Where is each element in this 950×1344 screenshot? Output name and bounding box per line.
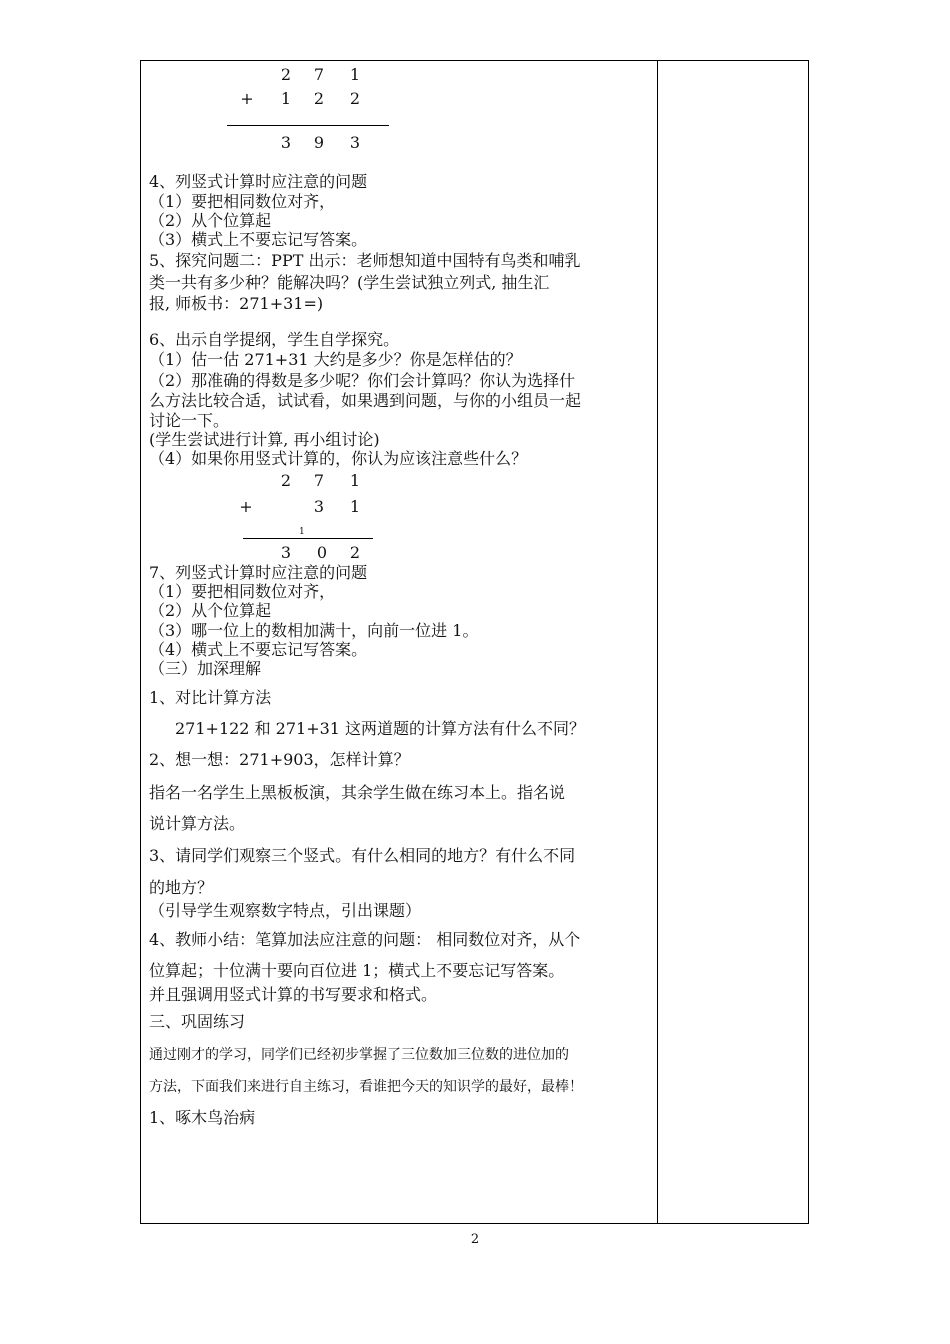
section-heading: 三、巩固练习 (149, 1012, 246, 1031)
calc2-plus-sign: + (239, 497, 253, 516)
calc1-row1-tens: 7 (313, 65, 325, 84)
text-line: 4、教师小结：笔算加法应注意的问题： 相同数位对齐，从个 (149, 930, 581, 949)
text-line: （3）哪一位上的数相加满十，向前一位进 1。 (149, 621, 479, 640)
lesson-content-cell (149, 61, 654, 1223)
text-line: （1）要把相同数位对齐， (149, 582, 336, 601)
text-line: 并且强调用竖式计算的书写要求和格式。 (149, 985, 438, 1004)
calc2-result-ones: 2 (349, 543, 361, 562)
calc1-result-tens: 9 (313, 133, 325, 152)
text-line: （1）估一估 271+31 大约是多少？你是怎样估的？ (149, 350, 522, 369)
calc1-row1-hundreds: 2 (280, 65, 292, 84)
calc1-row2-ones: 2 (349, 89, 361, 108)
calc1-row2-tens: 2 (313, 89, 325, 108)
calc1-result-ones: 3 (349, 133, 361, 152)
text-line: 么方法比较合适，试试看，如果遇到问题，与你的小组员一起 (149, 391, 582, 410)
text-line: (学生尝试进行计算, 再小组讨论) (149, 430, 380, 449)
page-number: 2 (470, 1232, 480, 1247)
calc1-row1-ones: 1 (349, 65, 361, 84)
text-line: 7、列竖式计算时应注意的问题 (149, 563, 368, 582)
text-line: 6、出示自学提纲，学生自学探究。 (149, 330, 400, 349)
lesson-table (140, 60, 809, 1224)
text-line: 通过刚才的学习，同学们已经初步掌握了三位数加三位数的进位加的 (149, 1047, 569, 1063)
text-line: 1、啄木鸟治病 (149, 1108, 256, 1127)
text-line: 3、请同学们观察三个竖式。有什么相同的地方？有什么不同 (149, 846, 576, 865)
text-line: （4）如果你用竖式计算的，你认为应该注意些什么？ (149, 449, 528, 468)
calc2-sum-line (243, 538, 373, 539)
text-line: 说计算方法。 (149, 814, 246, 833)
calc2-result-hundreds: 3 (280, 543, 292, 562)
calc2-row2-ones: 1 (349, 497, 361, 516)
text-line: （1）要把相同数位对齐， (149, 192, 336, 211)
text-line: 指名一名学生上黑板板演，其余学生做在练习本上。指名说 (149, 783, 566, 802)
calc2-row1-hundreds: 2 (280, 471, 292, 490)
text-line: 的地方？ (149, 878, 214, 897)
section-heading: （三）加深理解 (149, 659, 262, 678)
text-line: （2）那准确的得数是多少呢？你们会计算吗？你认为选择什 (149, 371, 576, 390)
text-line: 271+122 和 271+31 这两道题的计算方法有什么不同？ (175, 719, 586, 738)
calc2-row2-tens: 3 (313, 497, 325, 516)
calc2-carry-digit: 1 (299, 527, 305, 537)
text-line: （2）从个位算起 (149, 211, 272, 230)
text-line: 1、对比计算方法 (149, 688, 272, 707)
text-line: 位算起；十位满十要向百位进 1；横式上不要忘记写答案。 (149, 961, 565, 980)
calc2-result-tens: 0 (316, 543, 328, 562)
text-line: （引导学生观察数字特点，引出课题） (149, 901, 422, 920)
text-line: 类一共有多少种？能解决吗？(学生尝试独立列式, 抽生汇 (149, 273, 550, 292)
text-line: 4、列竖式计算时应注意的问题 (149, 172, 368, 191)
calc1-row2-hundreds: 1 (280, 89, 292, 108)
calc1-sum-line (227, 125, 389, 126)
text-line: （2）从个位算起 (149, 601, 272, 620)
text-line: 2、想一想：271+903，怎样计算？ (149, 750, 410, 769)
calc1-plus-sign: + (240, 89, 254, 108)
text-line: （3）横式上不要忘记写答案。 (149, 230, 368, 249)
calc1-result-hundreds: 3 (280, 133, 292, 152)
text-line: （4）横式上不要忘记写答案。 (149, 640, 368, 659)
text-line: 报, 师板书：271+31=) (149, 294, 324, 313)
notes-cell (658, 61, 808, 1223)
text-line: 5、探究问题二：PPT 出示：老师想知道中国特有鸟类和哺乳 (149, 251, 581, 270)
text-line: 方法，下面我们来进行自主练习，看谁把今天的知识学的最好，最棒！ (149, 1079, 583, 1095)
text-line: 讨论一下。 (149, 411, 230, 430)
calc2-row1-ones: 1 (349, 471, 361, 490)
calc2-row1-tens: 7 (313, 471, 325, 490)
